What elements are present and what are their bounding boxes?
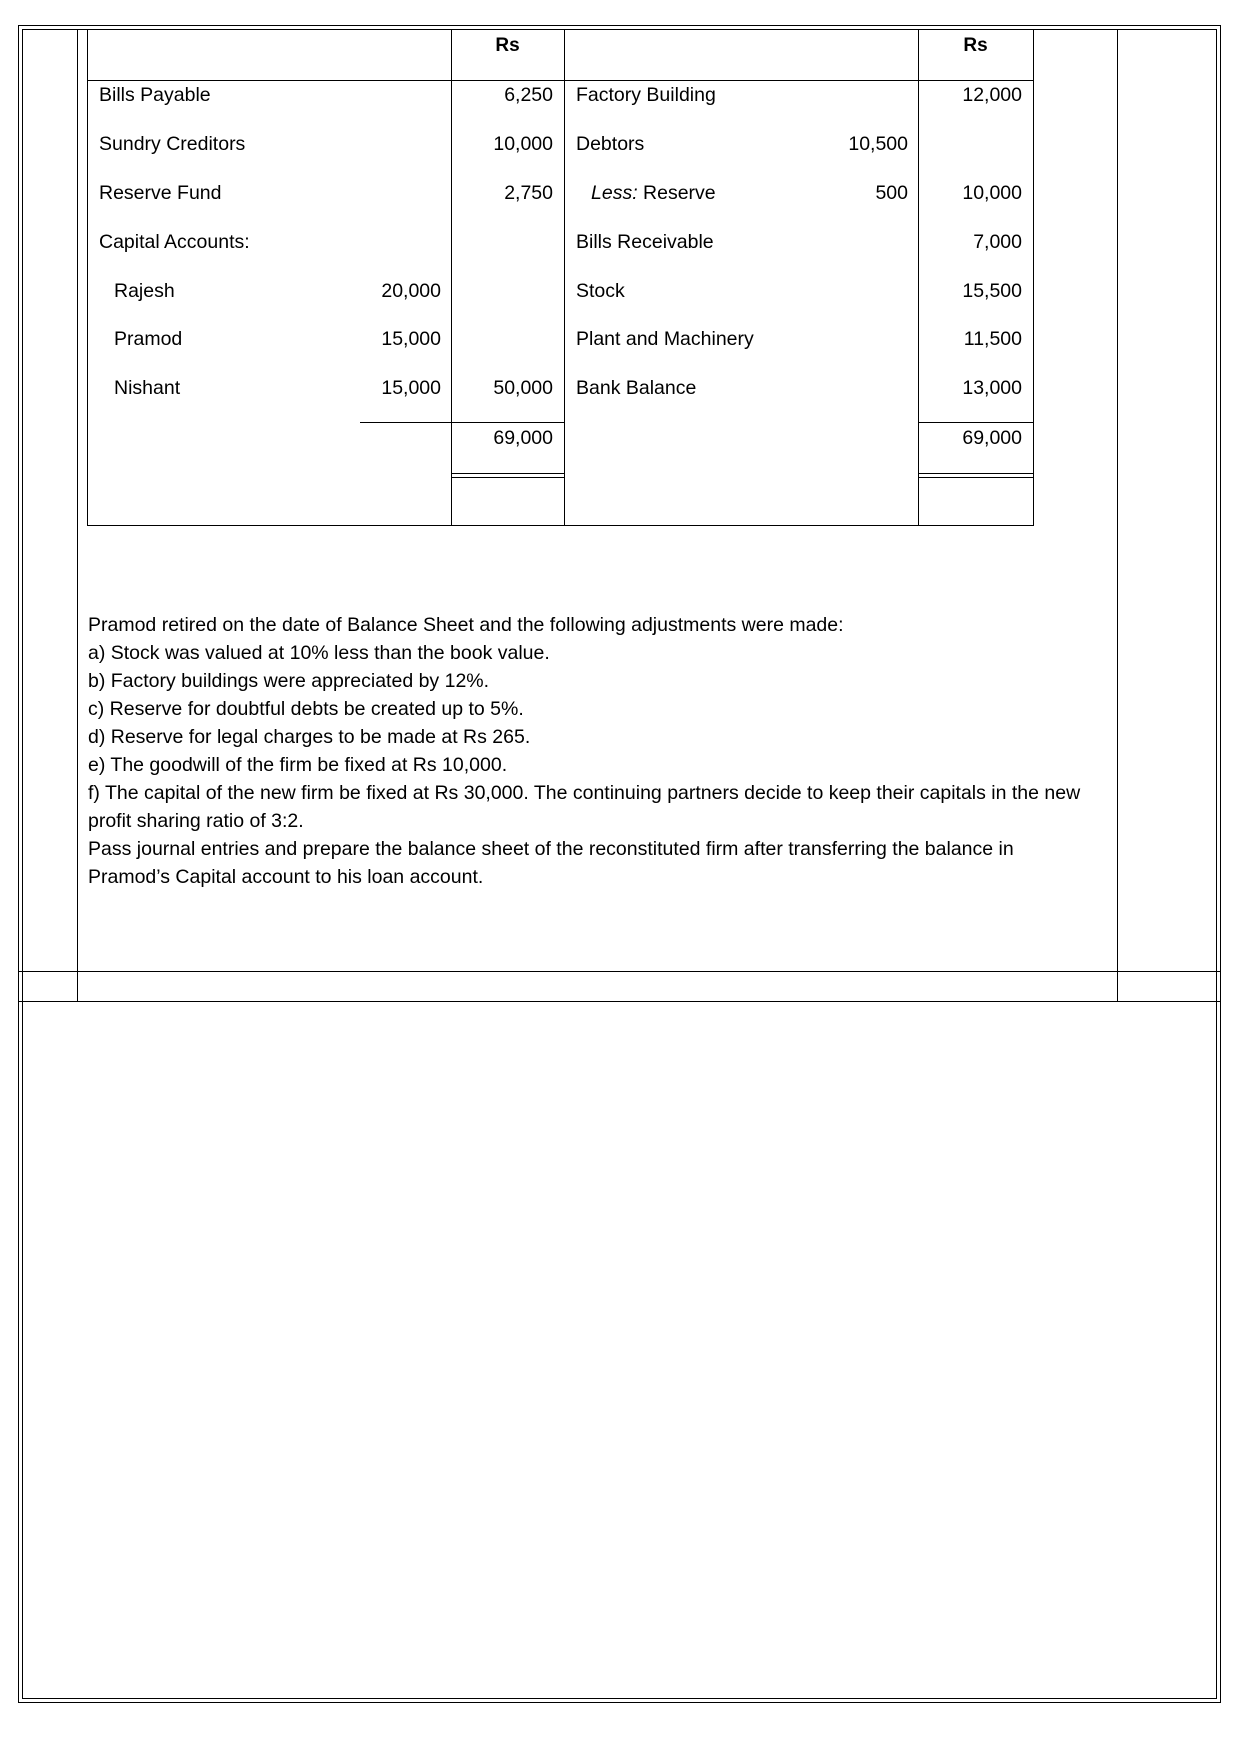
asset-amount: 10,000 [962, 182, 1022, 204]
partner-capital: 15,000 [381, 377, 441, 399]
asset-amount: 11,500 [963, 328, 1022, 350]
liability-label: Reserve Fund [99, 182, 222, 204]
asset-amount: 12,000 [962, 84, 1022, 106]
partner-name: Pramod [114, 328, 183, 350]
capital-total: 50,000 [493, 377, 553, 399]
liability-amount: 6,250 [504, 84, 553, 106]
partner-name: Rajesh [114, 280, 175, 302]
asset-amount: 13,000 [962, 377, 1022, 399]
question-intro: Pramod retired on the date of Balance Sheet and the following adjustments were made: [88, 614, 844, 636]
assets-total: 69,000 [962, 427, 1022, 449]
asset-amount: 7,000 [973, 231, 1022, 253]
asset-label: Factory Building [576, 84, 716, 106]
asset-label: Bank Balance [576, 377, 697, 399]
asset-amount: 15,500 [962, 280, 1022, 302]
capital-accounts-heading: Capital Accounts: [99, 231, 250, 253]
question-closing: Pass journal entries and prepare the balance sheet of the reconstituted firm after transferring the balance in Pramod’s Capital account to his loan account. [88, 838, 1014, 888]
adjustment-item: f) The capital of the new firm be fixed at Rs 30,000. The continuing partners decide to keep their capitals in the new profit sharing ratio of 3:2. [88, 782, 1081, 832]
asset-inner-amount: 10,500 [848, 133, 908, 155]
liability-label: Bills Payable [99, 84, 211, 106]
asset-label: Bills Receivable [576, 231, 714, 253]
liabilities-total: 69,000 [493, 427, 553, 449]
partner-capital: 15,000 [381, 328, 441, 350]
partner-capital: 20,000 [381, 280, 441, 302]
adjustment-item: d) Reserve for legal charges to be made at Rs 265. [88, 726, 531, 748]
asset-label: Plant and Machinery [576, 328, 754, 350]
liability-amount: 10,000 [493, 133, 553, 155]
asset-label: Debtors [576, 133, 645, 155]
adjustment-item: a) Stock was valued at 10% less than the book value. [88, 642, 550, 664]
question-text [88, 611, 1088, 891]
adjustment-item: b) Factory buildings were appreciated by 12%. [88, 670, 490, 692]
liability-amount: 2,750 [504, 182, 553, 204]
left-amount-header: Rs [495, 35, 520, 56]
partner-name: Nishant [114, 377, 181, 399]
adjustment-item: c) Reserve for doubtful debts be created up to 5%. [88, 698, 524, 720]
asset-label: Stock [576, 280, 625, 302]
liability-label: Sundry Creditors [99, 133, 246, 155]
adjustment-item: e) The goodwill of the firm be fixed at Rs 10,000. [88, 754, 508, 776]
asset-inner-amount: 500 [875, 182, 908, 204]
less-reserve-label: Less: Reserve [591, 182, 716, 204]
right-amount-header: Rs [963, 35, 988, 56]
